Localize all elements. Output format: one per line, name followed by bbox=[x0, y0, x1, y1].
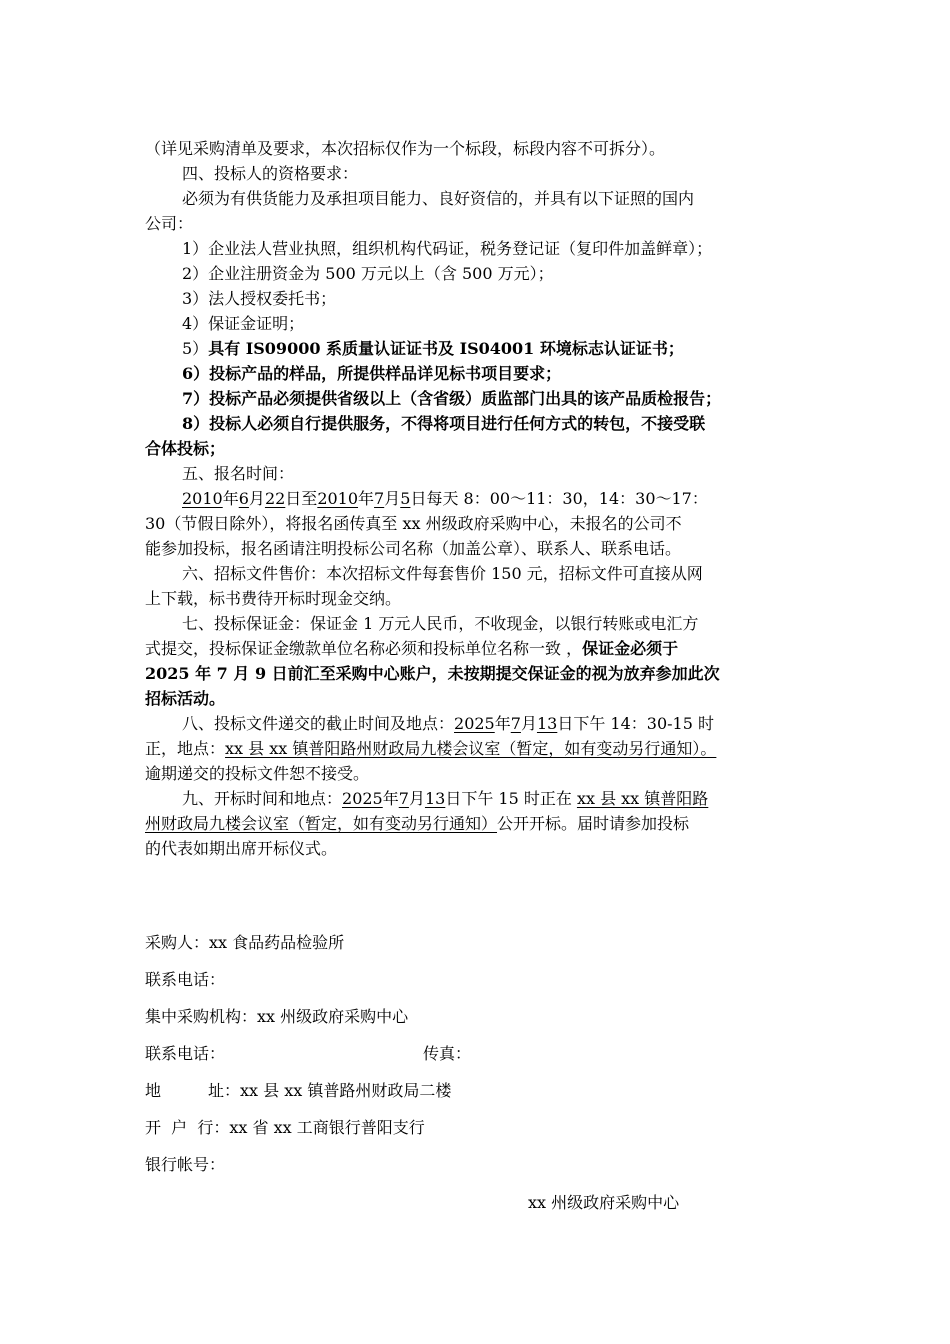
procurement-agency: 集中采购机构：xx 州级政府采购中心 bbox=[145, 1007, 409, 1026]
submit-text: 年 bbox=[494, 714, 511, 733]
reg-hours: 日每天 8：00～11：30，14：30～17： bbox=[410, 489, 708, 508]
submit-time: 日下午 14：30-15 时 bbox=[557, 714, 714, 733]
section-7-deadline-cont: 招标活动。 bbox=[145, 689, 226, 708]
opening-month: 7 bbox=[398, 789, 409, 808]
requirement-5 bbox=[145, 336, 817, 361]
section-6: 六、招标文件售价：本次招标文件每套售价 150 元，招标文件可直接从网 bbox=[182, 564, 703, 583]
opening-day: 13 bbox=[424, 789, 446, 808]
requirement-8: 8）投标人必须自行提供服务，不得将项目进行任何方式的转包，不接受联 bbox=[182, 414, 706, 433]
reg-text: 月 bbox=[384, 489, 401, 508]
opening-text: 月 bbox=[408, 789, 425, 808]
procurement-scope-note: （详见采购清单及要求，本次招标仅作为一个标段，标段内容不可拆分）。 bbox=[145, 139, 666, 158]
submit-year: 2025 bbox=[454, 714, 495, 733]
reg-text: 年 bbox=[358, 489, 375, 508]
requirement-2: 2）企业注册资金为 500 万元以上（含 500 万元）； bbox=[182, 264, 554, 283]
contact-block bbox=[145, 924, 471, 1183]
section-9-cont: 的代表如期出席开标仪式。 bbox=[145, 839, 338, 858]
submit-place-label: 正，地点： bbox=[145, 739, 226, 758]
reg-start-year: 2010 bbox=[182, 489, 223, 508]
submit-month: 7 bbox=[510, 714, 521, 733]
agency-fax: 传真： bbox=[423, 1044, 472, 1063]
bank-account: 银行帐号： bbox=[145, 1155, 226, 1174]
requirement-5-number: 5） bbox=[182, 339, 209, 358]
reg-end-day: 5 bbox=[400, 489, 411, 508]
reg-end-month: 7 bbox=[374, 489, 385, 508]
purchaser: 采购人：xx 食品药品检验所 bbox=[145, 933, 345, 952]
submit-place: xx 县 xx 镇普阳路州财政局九楼会议室（暂定，如有变动另行通知）。 bbox=[225, 739, 717, 758]
section-8-cont bbox=[145, 736, 817, 761]
registration-period-cont: 30（节假日除外），将报名函传真至 xx 州级政府采购中心，未报名的公司不 bbox=[145, 514, 682, 533]
section-4-title: 四、投标人的资格要求： bbox=[182, 164, 359, 183]
section-7-normal-text: 式提交，投标保证金缴款单位名称必须和投标单位名称一致 ， bbox=[145, 639, 583, 658]
requirement-3: 3）法人授权委托书； bbox=[182, 289, 337, 308]
submit-day: 13 bbox=[536, 714, 558, 733]
reg-end-year: 2010 bbox=[317, 489, 359, 508]
section-7-deadline: 2025 年 7 月 9 日前汇至采购中心账户，未按期提交保证金的视为放弃参加此次 bbox=[145, 664, 720, 683]
requirement-4: 4）保证金证明； bbox=[182, 314, 305, 333]
address-value: 址：xx 县 xx 镇普路州财政局二楼 bbox=[208, 1081, 452, 1100]
body-text bbox=[145, 136, 817, 861]
requirement-6: 6）投标产品的样品，所提供样品详见标书项目要求； bbox=[182, 364, 562, 383]
opening-place: xx 县 xx 镇普阳路 bbox=[576, 789, 709, 808]
section-7-bold-text: 保证金必须于 bbox=[582, 639, 679, 658]
reg-text: 日至 bbox=[285, 489, 318, 508]
opening-year: 2025 bbox=[342, 789, 383, 808]
registration-period bbox=[145, 486, 817, 511]
address-label: 地 bbox=[145, 1081, 162, 1100]
opening-time: 日下午 15 时正在 bbox=[445, 789, 577, 808]
section-4-intro: 必须为有供货能力及承担项目能力、良好资信的，并具有以下证照的国内 bbox=[182, 189, 695, 208]
reg-start-day: 22 bbox=[264, 489, 286, 508]
reg-text: 月 bbox=[248, 489, 265, 508]
section-9-label: 九、开标时间和地点： bbox=[182, 789, 343, 808]
requirement-8-cont: 合体投标； bbox=[145, 439, 226, 458]
registration-period-cont: 能参加投标，报名函请注明投标公司名称（加盖公章）、联系人、联系电话。 bbox=[145, 539, 682, 558]
opening-note: 公开开标。届时请参加投标 bbox=[497, 814, 690, 833]
section-5-title: 五、报名时间： bbox=[182, 464, 295, 483]
submit-text: 月 bbox=[520, 714, 537, 733]
opening-place-cont: 州财政局九楼会议室（暂定，如有变动另行通知） bbox=[145, 814, 498, 833]
section-4-intro-cont: 公司： bbox=[145, 214, 194, 233]
address bbox=[145, 1072, 471, 1109]
section-9-cont bbox=[145, 811, 817, 836]
requirement-7: 7）投标产品必须提供省级以上（含省级）质监部门出具的该产品质检报告； bbox=[182, 389, 722, 408]
section-7: 七、投标保证金：保证金 1 万元人民币，不收现金，以银行转账或电汇方 bbox=[182, 614, 699, 633]
requirement-1: 1）企业法人营业执照，组织机构代码证，税务登记证（复印件加盖鲜章）； bbox=[182, 239, 713, 258]
section-8 bbox=[145, 711, 817, 736]
bank-name: 开 户 行：xx 省 xx 工商银行普阳支行 bbox=[145, 1118, 425, 1137]
agency-phone-fax bbox=[145, 1035, 471, 1072]
purchaser-phone: 联系电话： bbox=[145, 970, 226, 989]
section-9 bbox=[145, 786, 817, 811]
opening-text: 年 bbox=[382, 789, 399, 808]
signature: xx 州级政府采购中心 bbox=[528, 1193, 680, 1212]
section-8-label: 八、投标文件递交的截止时间及地点： bbox=[182, 714, 455, 733]
reg-text: 年 bbox=[222, 489, 239, 508]
agency-phone: 联系电话： bbox=[145, 1044, 226, 1063]
section-6-cont: 上下载，标书费待开标时现金交纳。 bbox=[145, 589, 402, 608]
section-7-cont bbox=[145, 636, 817, 661]
reg-start-month: 6 bbox=[238, 489, 249, 508]
requirement-5-text: 具有 IS09000 系质量认证证书及 IS04001 环境标志认证证书； bbox=[208, 339, 684, 358]
section-8-cont: 逾期递交的投标文件恕不接受。 bbox=[145, 764, 370, 783]
